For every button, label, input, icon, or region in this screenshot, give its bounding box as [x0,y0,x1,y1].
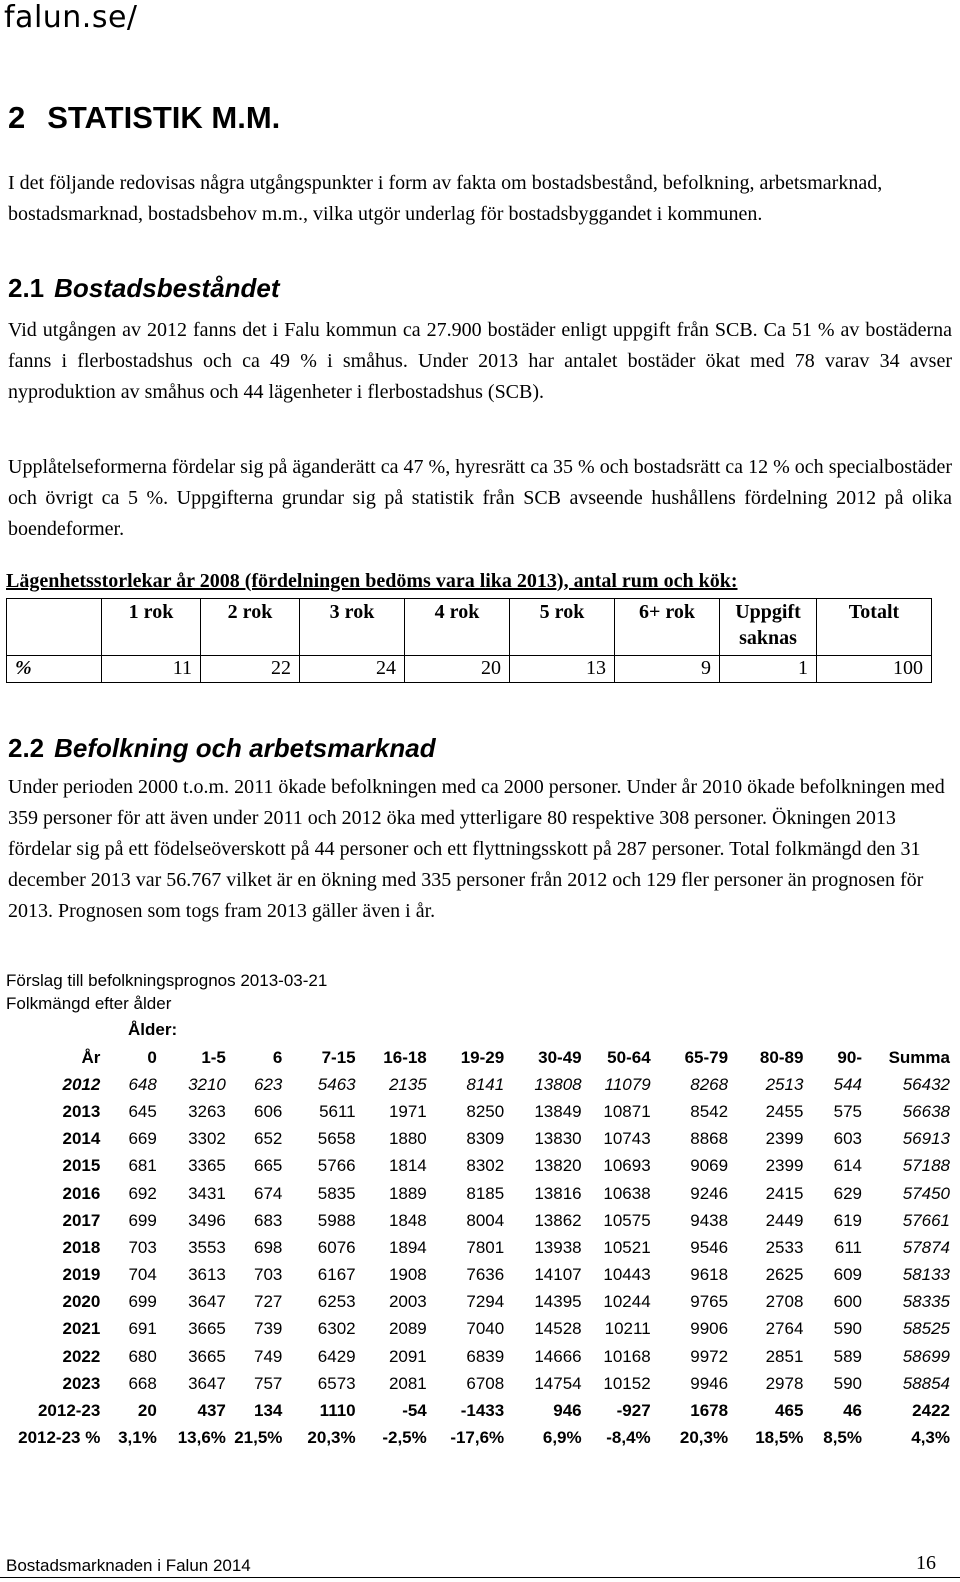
population-value-cell: 5463 [317,1074,356,1094]
population-value-cell: 699 [128,1292,157,1312]
population-value-cell: 6302 [317,1319,356,1339]
apartment-header-cell: 2 rok [201,599,300,656]
population-row-label: 2022 [62,1346,101,1366]
population-value-cell: 13816 [534,1183,582,1203]
population-header-cell: År [81,1047,101,1067]
population-value-cell: 3647 [188,1292,226,1312]
population-header-cell: Summa [888,1047,950,1067]
population-value-cell: 58699 [902,1346,950,1366]
population-value-cell: 2003 [388,1292,427,1312]
population-value-cell: 13808 [534,1074,582,1094]
population-value-cell: 57188 [902,1156,950,1176]
population-value-cell: 20 [137,1401,157,1421]
population-value-cell: 590 [833,1373,862,1393]
population-row-label: 2021 [62,1319,101,1339]
population-value-cell: 10152 [603,1373,651,1393]
population-header-cell: 19-29 [460,1047,505,1067]
population-value-cell: 757 [254,1373,283,1393]
footer-divider [0,1577,960,1578]
population-header-cell: 16-18 [383,1047,427,1067]
population-value-cell: 2851 [765,1346,804,1366]
population-row-label: 2012-23 % [18,1428,101,1448]
population-header-cell: 90- [837,1047,862,1067]
population-value-cell: 3553 [188,1237,226,1257]
population-value-cell: 57450 [902,1183,950,1203]
population-value-cell: 57874 [902,1237,950,1257]
population-value-cell: 14754 [534,1373,582,1393]
population-value-cell: 46 [843,1401,862,1421]
population-value-cell: 1908 [388,1265,427,1285]
population-value-cell: 10693 [603,1156,651,1176]
population-value-cell: 2533 [765,1237,804,1257]
population-row-label: 2012 [62,1074,101,1094]
population-value-cell: 749 [254,1346,283,1366]
population-table-row [4,1153,952,1180]
page-number: 16 [916,1552,936,1574]
population-value-cell: 946 [553,1401,582,1421]
population-header-cell: 6 [272,1047,283,1067]
population-value-cell: 3613 [188,1265,226,1285]
population-value-cell: 2455 [765,1101,804,1121]
population-value-cell: 8868 [690,1129,729,1149]
population-value-cell: 21,5% [234,1428,283,1448]
population-value-cell: 575 [833,1101,862,1121]
population-value-cell: 691 [128,1319,157,1339]
population-value-cell: 7801 [466,1237,505,1257]
population-value-cell: 8302 [466,1156,505,1176]
population-value-cell: 11079 [604,1074,651,1094]
population-value-cell: 6573 [317,1373,356,1393]
population-table-row [4,1316,952,1343]
population-value-cell: 8542 [690,1101,729,1121]
population-value-cell: 9438 [690,1210,729,1230]
population-value-cell: 2422 [912,1401,950,1421]
population-value-cell: 10521 [603,1237,651,1257]
population-value-cell: 8268 [690,1074,729,1094]
population-table-row [4,1370,952,1397]
population-value-cell: 58854 [902,1373,950,1393]
population-value-cell: 3302 [188,1129,226,1149]
population-value-cell: 58133 [902,1265,950,1285]
population-value-cell: 668 [128,1373,157,1393]
population-value-cell: 9069 [690,1156,729,1176]
population-value-cell: 590 [833,1319,862,1339]
population-value-cell: 623 [254,1074,283,1094]
apartment-header-cell: Uppgift saknas [720,599,817,656]
apartment-value-cell: 9 [615,656,720,683]
population-value-cell: 8185 [466,1183,505,1203]
population-value-cell: 3263 [188,1101,226,1121]
population-value-cell: 13849 [534,1101,582,1121]
population-table-row [4,1234,952,1261]
population-value-cell: 589 [833,1346,862,1366]
population-value-cell: 7294 [466,1292,505,1312]
population-row-label: 2014 [62,1129,101,1149]
population-table-row [4,1207,952,1234]
population-value-cell: 703 [128,1237,157,1257]
population-value-cell: 57661 [902,1210,950,1230]
apartment-header-cell: Totalt [817,599,932,656]
population-value-cell: 13,6% [177,1428,226,1448]
population-value-cell: 3665 [188,1319,226,1339]
population-value-cell: 2449 [765,1210,804,1230]
population-value-cell: 692 [128,1183,157,1203]
apartment-value-cell: 20 [405,656,510,683]
population-value-cell: 3,1% [118,1428,157,1448]
population-value-cell: 56913 [902,1129,950,1149]
population-value-cell: 437 [197,1401,226,1421]
population-value-cell: 20,3% [679,1428,729,1448]
population-table-row [4,1180,952,1207]
population-value-cell: 6839 [466,1346,505,1366]
population-forecast-table [4,1044,952,1452]
population-value-cell: 8250 [466,1101,505,1121]
apartment-header-cell [7,599,102,656]
population-value-cell: -8,4% [606,1428,651,1448]
section-title: STATISTIK M.M. [47,100,281,135]
subsection-title-2: Befolkning och arbetsmarknad [54,733,436,763]
housing-paragraph-1: Vid utgången av 2012 fanns det i Falu kommun ca 27.900 bostäder enligt uppgift från SCB. Ca 51 % av bostäderna fanns i flerbostadshus och ca 49 % i småhus. Under 2013 har antalet bostäder ökat med 78 varav 34 avser nyproduktion av småhus och 44 lägenheter i flerbostadshus (SCB). [8,319,952,403]
population-value-cell: 20,3% [307,1428,356,1448]
population-value-cell: 544 [833,1074,862,1094]
population-value-cell: 619 [833,1210,862,1230]
population-value-cell: 1110 [319,1401,356,1421]
population-value-cell: 1889 [388,1183,427,1203]
population-value-cell: 3665 [188,1346,226,1366]
population-header-cell: 7-15 [321,1047,356,1067]
subsection-number-2: 2.2 [8,733,45,763]
population-value-cell: 2978 [765,1373,804,1393]
housing-paragraph-2: Upplåtelseformerna fördelar sig på äganderätt ca 47 %, hyresrätt ca 35 % och bostadsrätt ca 12 % och specialbostäder och övrigt ca 5 %. Uppgifterna grundar sig på statistik från SCB avseende hushållens fördelning 2012 på olika boendeformer. [8,456,952,540]
population-value-cell: 10743 [603,1129,651,1149]
population-value-cell: 13820 [534,1156,582,1176]
population-value-cell: 2091 [388,1346,427,1366]
population-table-row [4,1071,952,1098]
population-value-cell: 5611 [319,1101,356,1121]
population-value-cell: 58525 [902,1319,950,1339]
intro-paragraph: I det följande redovisas några utgångspunkter i form av fakta om bostadsbestånd, befolkning, arbetsmarknad, bostadsmarknad, bostadsbehov m.m., vilka utgör underlag för bostadsbyggandet i kommunen. [8,172,883,225]
population-value-cell: 9546 [690,1237,729,1257]
apartment-header-cell: 5 rok [510,599,615,656]
population-value-cell: 58335 [902,1292,950,1312]
population-header-cell: 80-89 [759,1047,804,1067]
population-row-label: 2018 [62,1237,101,1257]
population-row-label: 2016 [62,1183,101,1203]
population-value-cell: 5766 [317,1156,356,1176]
population-value-cell: -2,5% [382,1428,427,1448]
population-table-row [4,1126,952,1153]
apartment-value-cell: 22 [201,656,300,683]
apartment-row-label: % [7,656,102,683]
apartment-value-cell: 100 [817,656,932,683]
population-header-cell: 0 [147,1047,157,1067]
population-value-cell: 8004 [466,1210,505,1230]
population-value-cell: 6708 [466,1373,505,1393]
population-value-cell: 8309 [466,1129,505,1149]
population-value-cell: 1880 [388,1129,427,1149]
apartment-table-header-row [7,599,932,656]
population-value-cell: 2081 [388,1373,427,1393]
population-value-cell: 5835 [317,1183,356,1203]
subsection-heading-1 [8,273,280,304]
population-value-cell: 6167 [317,1265,356,1285]
population-value-cell: 6253 [317,1292,356,1312]
population-table-row [4,1289,952,1316]
population-value-cell: 698 [254,1237,283,1257]
population-value-cell: 600 [833,1292,862,1312]
population-value-cell: 7636 [466,1265,505,1285]
population-value-cell: 9906 [690,1319,729,1339]
apartment-table-caption: Lägenhetsstorlekar år 2008 (fördelningen bedöms vara lika 2013), antal rum och kök: [6,570,738,592]
population-value-cell: 2625 [765,1265,804,1285]
population-value-cell: 6076 [317,1237,356,1257]
population-value-cell: 56638 [902,1101,950,1121]
population-value-cell: 629 [833,1183,862,1203]
population-value-cell: 2399 [765,1156,804,1176]
footer-title: Bostadsmarknaden i Falun 2014 [6,1556,251,1575]
population-value-cell: 9246 [690,1183,729,1203]
population-value-cell: 10575 [603,1210,651,1230]
population-row-label: 2023 [62,1373,101,1393]
population-value-cell: 648 [128,1074,157,1094]
population-value-cell: 14395 [534,1292,582,1312]
apartment-value-cell: 1 [720,656,817,683]
population-value-cell: 9972 [690,1346,729,1366]
population-value-cell: 10638 [603,1183,651,1203]
population-value-cell: 699 [128,1210,157,1230]
population-value-cell: 10443 [603,1265,651,1285]
population-value-cell: 683 [254,1210,283,1230]
population-value-cell: 681 [128,1156,157,1176]
population-value-cell: 665 [254,1156,283,1176]
population-value-cell: 3647 [188,1373,226,1393]
logo[interactable]: falun.se/ [4,0,138,35]
population-table-row [4,1397,952,1424]
population-row-label: 2012-23 [37,1401,101,1421]
apartment-header-cell: 1 rok [102,599,201,656]
population-header-cell: 30-49 [538,1047,582,1067]
population-value-cell: 3496 [188,1210,226,1230]
population-value-cell: 3365 [188,1156,226,1176]
apartment-header-cell: 4 rok [405,599,510,656]
population-table-row [4,1425,952,1452]
population-value-cell: 2089 [388,1319,427,1339]
subsection-heading-2 [8,733,436,764]
population-table-row [4,1343,952,1370]
population-value-cell: 5658 [317,1129,356,1149]
population-caption-2: Folkmängd efter ålder [6,994,172,1013]
apartment-header-cell: 6+ rok [615,599,720,656]
population-value-cell: 1894 [388,1237,427,1257]
population-value-cell: 2764 [765,1319,804,1339]
apartment-table-value-row [7,656,932,683]
apartment-value-cell: 11 [102,656,201,683]
population-value-cell: 7040 [466,1319,505,1339]
apartment-value-cell: 13 [510,656,615,683]
population-value-cell: 1814 [388,1156,427,1176]
population-value-cell: 9618 [690,1265,729,1285]
population-header-cell: 50-64 [607,1047,651,1067]
population-row-label: 2020 [62,1292,101,1312]
population-value-cell: 680 [128,1346,157,1366]
population-value-cell: 669 [128,1129,157,1149]
apartment-header-cell: 3 rok [300,599,405,656]
population-value-cell: 703 [254,1265,283,1285]
population-value-cell: -1433 [460,1401,505,1421]
population-value-cell: 1678 [690,1401,729,1421]
population-value-cell: 13862 [534,1210,582,1230]
population-value-cell: 8141 [466,1074,505,1094]
section-heading [8,100,280,136]
population-value-cell: 1848 [388,1210,427,1230]
population-value-cell: 739 [254,1319,283,1339]
population-value-cell: 2399 [765,1129,804,1149]
population-value-cell: 6,9% [542,1428,582,1448]
population-value-cell: 3210 [188,1074,226,1094]
population-row-label: 2015 [62,1156,101,1176]
population-caption-1: Förslag till befolkningsprognos 2013-03-21 [6,971,328,990]
population-value-cell: 609 [833,1265,862,1285]
population-value-cell: 3431 [188,1183,226,1203]
population-value-cell: 56432 [902,1074,950,1094]
population-value-cell: 10871 [603,1101,651,1121]
population-value-cell: 652 [254,1129,283,1149]
population-paragraph: Under perioden 2000 t.o.m. 2011 ökade befolkningen med ca 2000 personer. Under år 2010 ökade befolkningen med 359 personer för att även under 2011 och 2012 öka med ytterligare 80 respektive 308 personer. Ökningen 2013 fördelar sig på ett födelseöverskott på 44 personer och ett flyttningsskott på 287 personer. Total folkmängd den 31 december 2013 var 56.767 vilket är en ökning med 335 personer från 2012 och 129 fler personer än prognosen för 2013. Prognosen som togs fram 2013 gäller även i år. [8,776,945,922]
population-value-cell: 2415 [765,1183,804,1203]
population-value-cell: 134 [254,1401,283,1421]
apartment-value-cell: 24 [300,656,405,683]
population-value-cell: 14528 [534,1319,582,1339]
section-number: 2 [8,100,26,135]
population-value-cell: -17,6% [450,1428,505,1448]
population-value-cell: 603 [833,1129,862,1149]
population-header-cell: 65-79 [684,1047,729,1067]
population-value-cell: 614 [833,1156,862,1176]
population-value-cell: 10211 [604,1319,651,1339]
population-value-cell: 10244 [603,1292,651,1312]
population-value-cell: -54 [402,1401,427,1421]
population-value-cell: 704 [128,1265,157,1285]
population-value-cell: 2708 [765,1292,804,1312]
population-value-cell: 2513 [765,1074,804,1094]
population-table-row [4,1262,952,1289]
population-value-cell: 13938 [534,1237,582,1257]
population-row-label: 2019 [62,1265,101,1285]
population-table-header-row [4,1044,952,1071]
population-value-cell: 5988 [317,1210,356,1230]
population-value-cell: 8,5% [823,1428,862,1448]
population-value-cell: 674 [254,1183,283,1203]
population-table-row [4,1098,952,1125]
population-value-cell: 611 [834,1237,862,1257]
population-value-cell: 9946 [690,1373,729,1393]
population-value-cell: 606 [254,1101,283,1121]
population-value-cell: 14666 [534,1346,582,1366]
population-value-cell: 9765 [690,1292,729,1312]
population-value-cell: -927 [616,1401,651,1421]
population-row-label: 2017 [62,1210,101,1230]
age-label: Ålder: [128,1020,178,1039]
population-value-cell: 2135 [388,1074,427,1094]
population-value-cell: 727 [254,1292,283,1312]
population-value-cell: 645 [128,1101,157,1121]
population-value-cell: 13830 [534,1129,582,1149]
population-value-cell: 1971 [388,1101,427,1121]
population-value-cell: 465 [775,1401,804,1421]
apartment-size-table [6,598,932,683]
population-value-cell: 10168 [603,1346,651,1366]
subsection-number-1: 2.1 [8,273,45,303]
population-value-cell: 6429 [317,1346,356,1366]
population-value-cell: 18,5% [755,1428,804,1448]
population-row-label: 2013 [62,1101,101,1121]
population-value-cell: 4,3% [911,1428,950,1448]
subsection-title-1: Bostadsbeståndet [54,273,280,303]
population-header-cell: 1-5 [201,1047,226,1067]
population-value-cell: 14107 [534,1265,582,1285]
